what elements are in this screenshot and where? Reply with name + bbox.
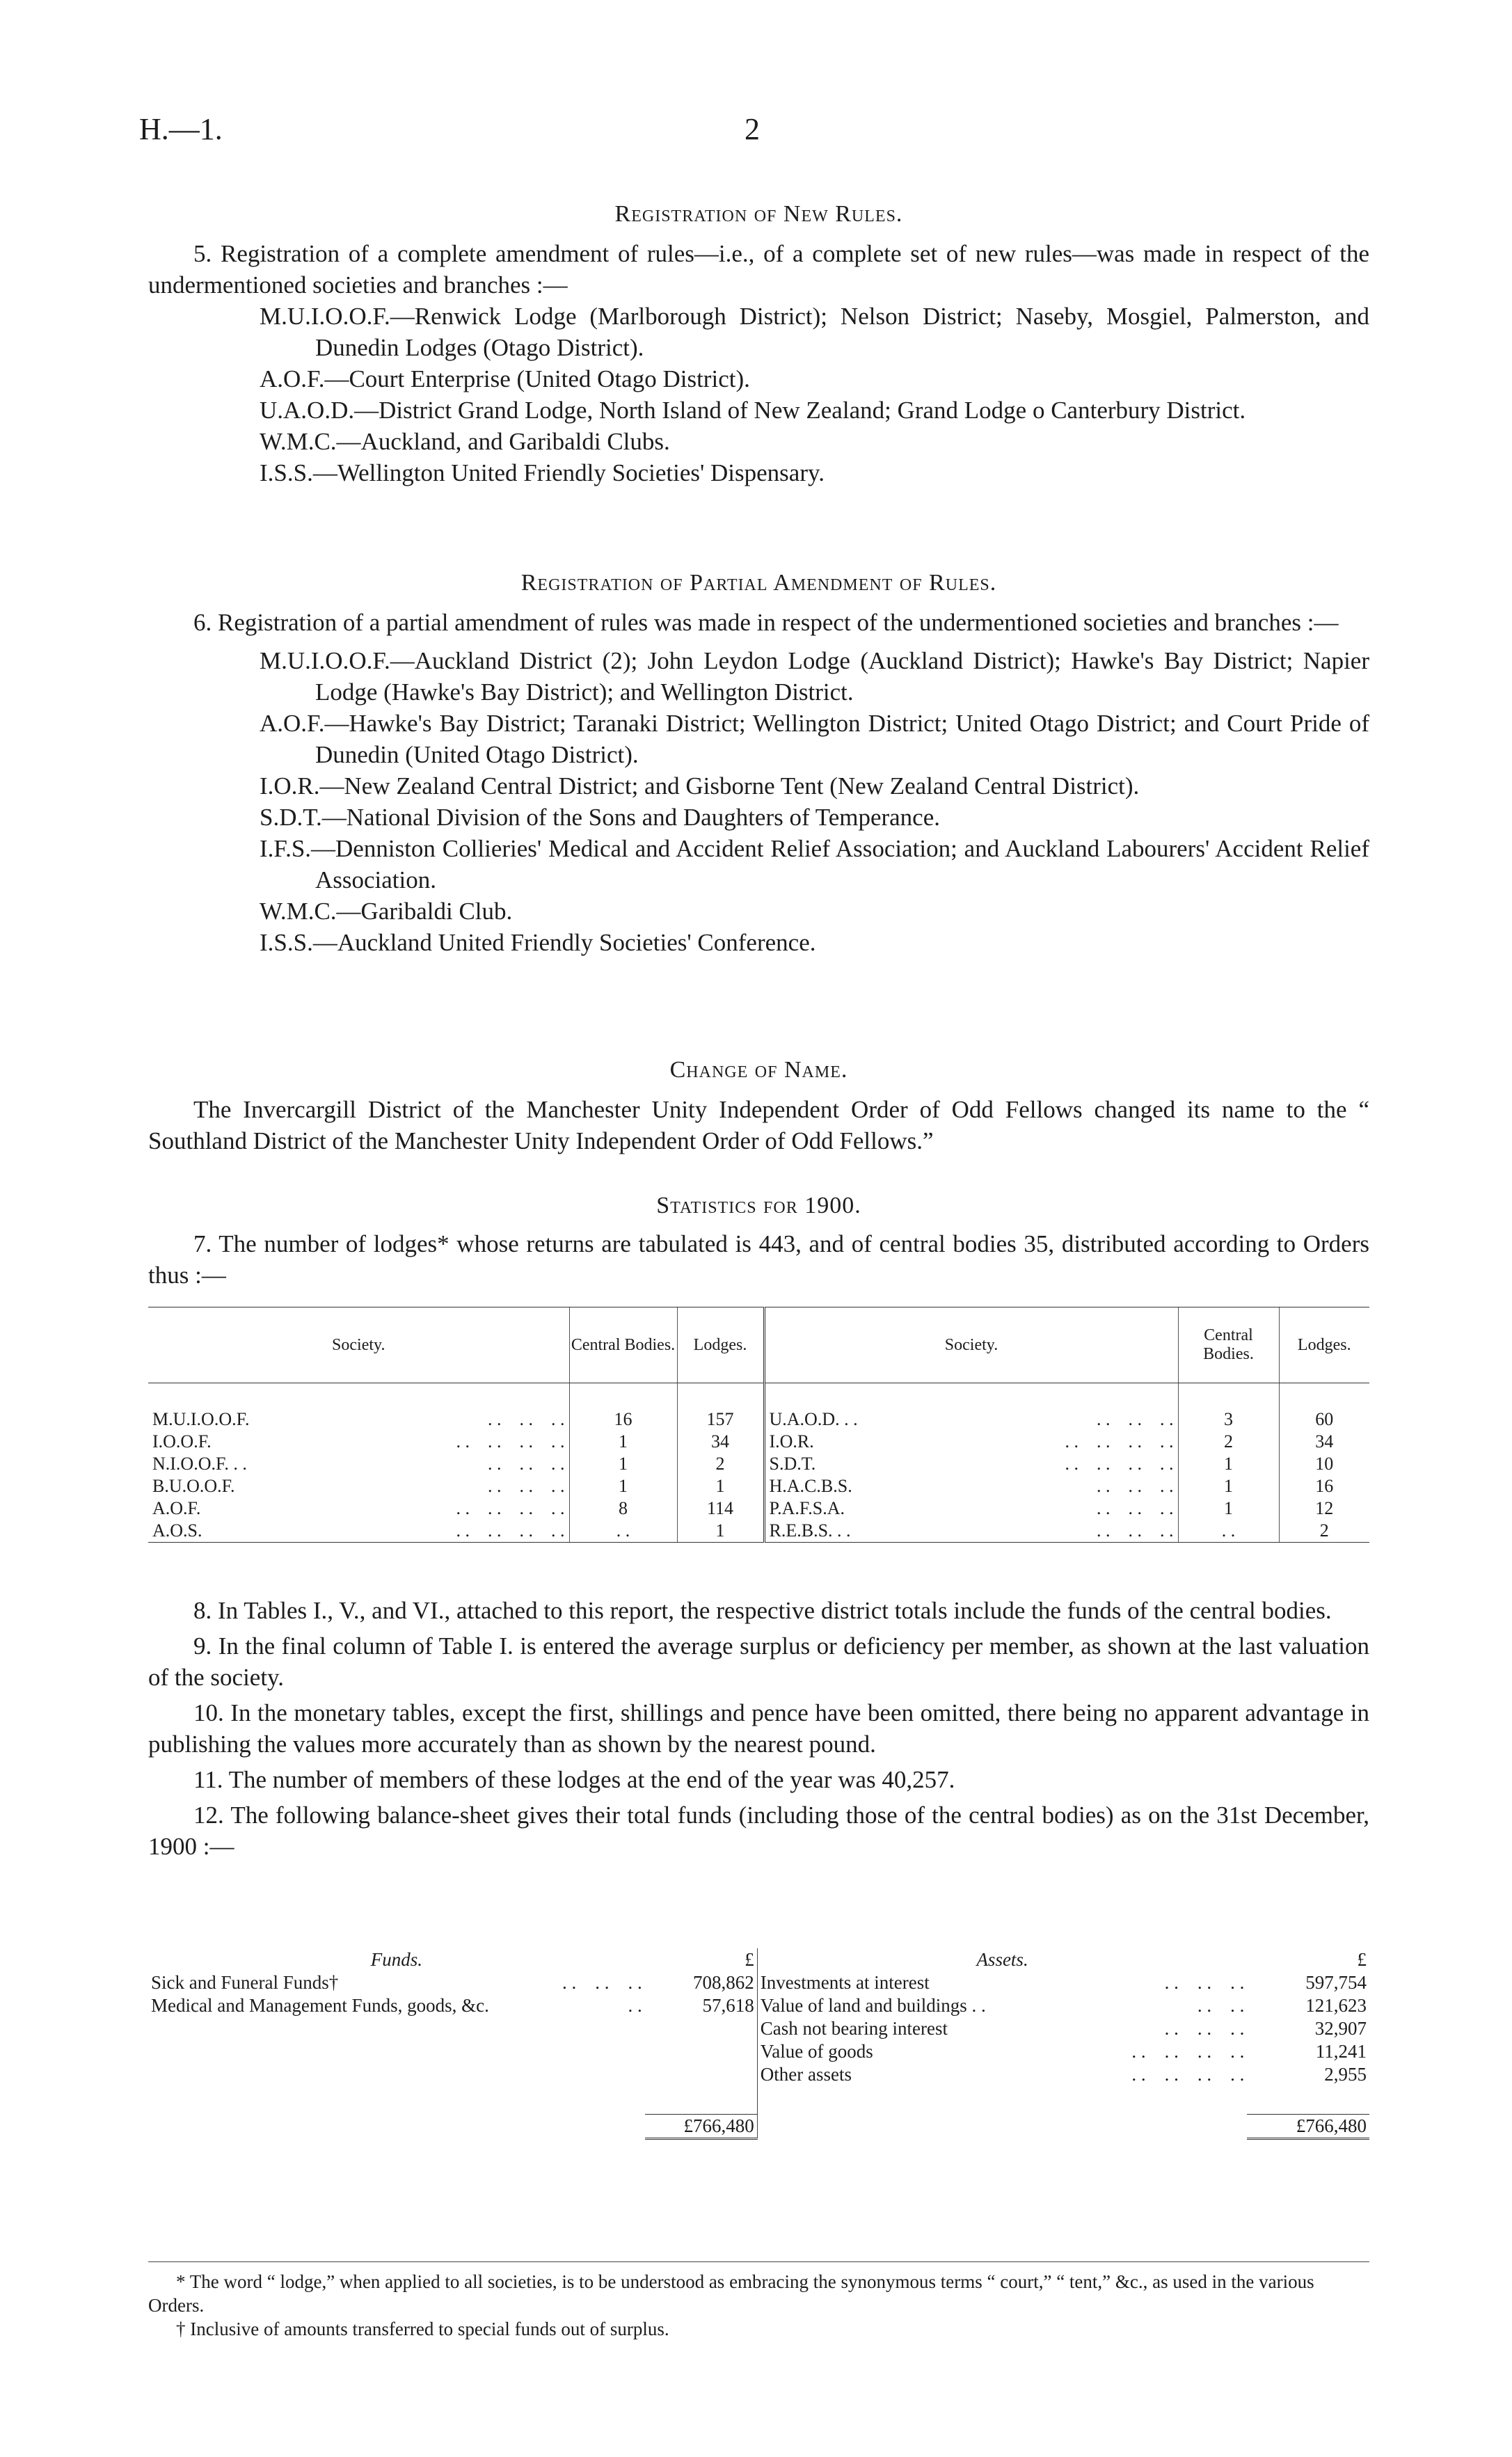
paragraph-9: 9. In the final column of Table I. is entered the average surplus or deficiency per member, as shown at the last valuation of the society. [148, 1632, 1369, 1691]
assets-total: £766,480 [1247, 2114, 1369, 2138]
asset-value: 597,754 [1305, 1972, 1367, 1993]
footnotes [148, 2270, 1369, 2341]
society-name: A.O.S. [152, 1520, 202, 1541]
central-bodies-value: 1 [1178, 1497, 1279, 1520]
list-item: M.U.I.O.O.F.—Auckland District (2); John Leydon Lodge (Auckland District); Hawke's Bay District; Napier Lodge (Hawke's Bay District); and Wellington District. [260, 647, 1369, 706]
fund-label: Sick and Funeral Funds† [151, 1972, 339, 1993]
column-header-society: Society. [764, 1307, 1178, 1383]
table-row [148, 1994, 1369, 2017]
leader-dots: . . . . . . [1097, 1409, 1174, 1429]
paragraph-8: 8. In Tables I., V., and VI., attached to this report, the respective district totals include the funds of the central bodies. [193, 1597, 1332, 1624]
section-notes [148, 1595, 1369, 1862]
assets-title: Assets. [757, 1948, 1247, 1971]
currency-symbol: £ [1357, 1949, 1367, 1970]
leader-dots: . . . . . . . . [1131, 2041, 1245, 2062]
leader-dots: . . . . . . [562, 1972, 642, 1993]
asset-label: Investments at interest [757, 1971, 1129, 1994]
leader-dots: . . . . . . [1164, 1972, 1245, 1993]
society-name: H.A.C.B.S. [769, 1476, 852, 1496]
paragraph-5: 5. Registration of a complete amendment of rules—i.e., of a complete set of new rules—was made in respect of the undermentioned societies and branches :— [148, 240, 1369, 299]
list-item: I.F.S.—Denniston Collieries' Medical and Accident Relief Association; and Auckland Labourers' Accident Relief Association. [260, 835, 1369, 893]
list-item: W.M.C.—Auckland, and Garibaldi Clubs. [260, 428, 670, 455]
balance-sheet [148, 1948, 1369, 2140]
partial-amendment-list [260, 645, 1369, 958]
list-item: I.O.R.—New Zealand Central District; and Gisborne Tent (New Zealand Central District). [260, 772, 1140, 800]
list-item: S.D.T.—National Division of the Sons and Daughters of Temperance. [260, 804, 941, 831]
asset-label: Value of land and buildings . . [757, 1994, 1129, 2017]
asset-value: 32,907 [1314, 2018, 1367, 2039]
asset-label: Value of goods [757, 2040, 1129, 2063]
table-row [148, 1971, 1369, 1994]
central-bodies-value: 3 [1178, 1408, 1279, 1431]
asset-value: 11,241 [1315, 2041, 1367, 2062]
society-name: B.U.O.O.F. [152, 1476, 235, 1496]
table-row [148, 2063, 1369, 2086]
fund-value: 57,618 [702, 1995, 754, 2016]
lodges-value: 34 [1279, 1431, 1369, 1453]
table-row [148, 1475, 1369, 1497]
society-name: N.I.O.O.F. . . [152, 1454, 247, 1474]
section-change-of-name [148, 1054, 1369, 1156]
orders-table [148, 1307, 1369, 1543]
society-name: R.E.B.S. . . [769, 1520, 851, 1541]
footnote-lodge: * The word “ lodge,” when applied to all societies, is to be understood as embracing the synonymous terms “ court,” “ tent,” &c., as used in the various Orders. [148, 2271, 1314, 2316]
footnote-divider [148, 2261, 1369, 2262]
section-statistics [148, 1190, 1369, 1291]
central-bodies-value: 1 [569, 1475, 677, 1497]
funds-title: Funds. [370, 1949, 422, 1970]
column-header-central: Central Bodies. [1178, 1307, 1279, 1383]
paragraph-12: 12. The following balance-sheet gives their total funds (including those of the central bodies) as on the 31st December, 1900 :— [148, 1802, 1369, 1860]
column-header-society: Society. [148, 1307, 569, 1383]
funds-total: £766,480 [645, 2114, 758, 2138]
list-item: W.M.C.—Garibaldi Club. [260, 898, 513, 925]
page-reference: H.—1. [139, 112, 223, 146]
lodges-value: 2 [1279, 1520, 1369, 1543]
society-name: P.A.F.S.A. [769, 1498, 845, 1518]
table-row [148, 1408, 1369, 1431]
leader-dots: . . [628, 1995, 642, 2016]
table-header-row [148, 1307, 1369, 1383]
list-item: I.S.S.—Auckland United Friendly Societies' Conference. [260, 929, 816, 956]
list-item: I.S.S.—Wellington United Friendly Societies' Dispensary. [260, 459, 825, 486]
totals-row [148, 2114, 1369, 2138]
list-item: A.O.F.—Hawke's Bay District; Taranaki District; Wellington District; United Otago District; and Court Pride of Dunedin (United Otago District). [260, 710, 1369, 768]
section-new-rules [148, 198, 1369, 488]
table-row [148, 1497, 1369, 1520]
list-item: M.U.I.O.O.F.—Renwick Lodge (Marlborough District); Nelson District; Naseby, Mosgiel, Palmerston, and Dunedin Lodges (Otago District). [260, 303, 1369, 361]
column-header-lodges: Lodges. [1279, 1307, 1369, 1383]
lodges-value: 10 [1279, 1453, 1369, 1475]
central-bodies-value: 8 [569, 1497, 677, 1520]
table-row [148, 1431, 1369, 1453]
central-bodies-value: 1 [569, 1431, 677, 1453]
lodges-value: 1 [677, 1520, 764, 1543]
section-title-new-rules: Registration of New Rules. [614, 201, 903, 227]
leader-dots: . . . . . . [1097, 1498, 1174, 1518]
paragraph-7: 7. The number of lodges* whose returns are tabulated is 443, and of central bodies 35, distributed according to Orders thus :— [148, 1230, 1369, 1289]
central-bodies-value: 1 [569, 1453, 677, 1475]
leader-dots: . . . . [1197, 1995, 1245, 2016]
list-item: U.A.O.D.—District Grand Lodge, North Island of New Zealand; Grand Lodge o Canterbury District. [260, 397, 1246, 424]
section-title-partial: Registration of Partial Amendment of Rules. [520, 570, 997, 596]
asset-label: Cash not bearing interest [757, 2017, 1129, 2040]
paragraph-10: 10. In the monetary tables, except the first, shillings and pence have been omitted, there being no apparent advantage in publishing the values more accurately than as shown by the nearest pound. [148, 1699, 1369, 1758]
table-row [148, 2040, 1369, 2063]
new-rules-list [260, 301, 1369, 488]
asset-value: 2,955 [1324, 2064, 1367, 2085]
section-partial-amendment [148, 567, 1369, 958]
fund-value: 708,862 [693, 1972, 754, 1993]
lodges-value: 114 [677, 1497, 764, 1520]
leader-dots: . . . . . . . . [1065, 1454, 1174, 1474]
paragraph-6: 6. Registration of a partial amendment of rules was made in respect of the undermentioned societies and branches :— [193, 609, 1339, 636]
leader-dots: . . . . . . [488, 1454, 565, 1474]
lodges-value: 12 [1279, 1497, 1369, 1520]
leader-dots: . . . . . . . . [456, 1431, 565, 1452]
society-name: M.U.I.O.O.F. [152, 1409, 250, 1429]
lodges-value: 2 [677, 1453, 764, 1475]
asset-value: 121,623 [1305, 1995, 1367, 2016]
leader-dots: . . . . . . . . [456, 1520, 565, 1541]
leader-dots: . . . . . . . . [456, 1498, 565, 1518]
central-bodies-value: 2 [1178, 1431, 1279, 1453]
column-header-central: Central Bodies. [569, 1307, 677, 1383]
lodges-value: 157 [677, 1408, 764, 1431]
column-header-lodges: Lodges. [677, 1307, 764, 1383]
lodges-value: 60 [1279, 1408, 1369, 1431]
currency-symbol: £ [745, 1949, 754, 1970]
table-row [148, 1520, 1369, 1543]
central-bodies-value: 16 [569, 1408, 677, 1431]
society-name: A.O.F. [152, 1498, 201, 1518]
change-of-name-text: The Invercargill District of the Manchester Unity Independent Order of Odd Fellows changed its name to the “ Southland District of the Manchester Unity Independent Order of Odd Fellows.” [148, 1096, 1369, 1154]
footnote-surplus: † Inclusive of amounts transferred to special funds out of surplus. [176, 2319, 669, 2339]
leader-dots: . . . . . . [1097, 1476, 1174, 1496]
society-name: I.O.O.F. [152, 1431, 212, 1452]
fund-label: Medical and Management Funds, goods, &c. [151, 1995, 489, 2016]
central-bodies-value: . . [1178, 1520, 1279, 1543]
asset-label: Other assets [757, 2063, 1129, 2086]
central-bodies-value: 1 [1178, 1475, 1279, 1497]
table-row [148, 1453, 1369, 1475]
lodges-value: 1 [677, 1475, 764, 1497]
table-row [148, 2017, 1369, 2040]
leader-dots: . . . . . . . . [1065, 1431, 1174, 1452]
page-number: 2 [745, 112, 760, 146]
leader-dots: . . . . . . [488, 1409, 565, 1429]
society-name: U.A.O.D. . . [769, 1409, 858, 1429]
leader-dots: . . . . . . . . [1131, 2064, 1245, 2085]
section-title-statistics: Statistics for 1900. [656, 1193, 861, 1218]
list-item: A.O.F.—Court Enterprise (United Otago District). [260, 365, 750, 392]
central-bodies-value: . . [569, 1520, 677, 1543]
lodges-value: 16 [1279, 1475, 1369, 1497]
central-bodies-value: 1 [1178, 1453, 1279, 1475]
balance-header-row [148, 1948, 1369, 1971]
leader-dots: . . . . . . [1164, 2018, 1245, 2039]
lodges-value: 34 [677, 1431, 764, 1453]
society-name: I.O.R. [769, 1431, 814, 1452]
section-title-change-of-name: Change of Name. [669, 1057, 848, 1083]
society-name: S.D.T. [769, 1454, 816, 1474]
leader-dots: . . . . . . [1097, 1520, 1174, 1541]
paragraph-11: 11. The number of members of these lodges at the end of the year was 40,257. [193, 1766, 955, 1793]
leader-dots: . . . . . . [488, 1476, 565, 1496]
